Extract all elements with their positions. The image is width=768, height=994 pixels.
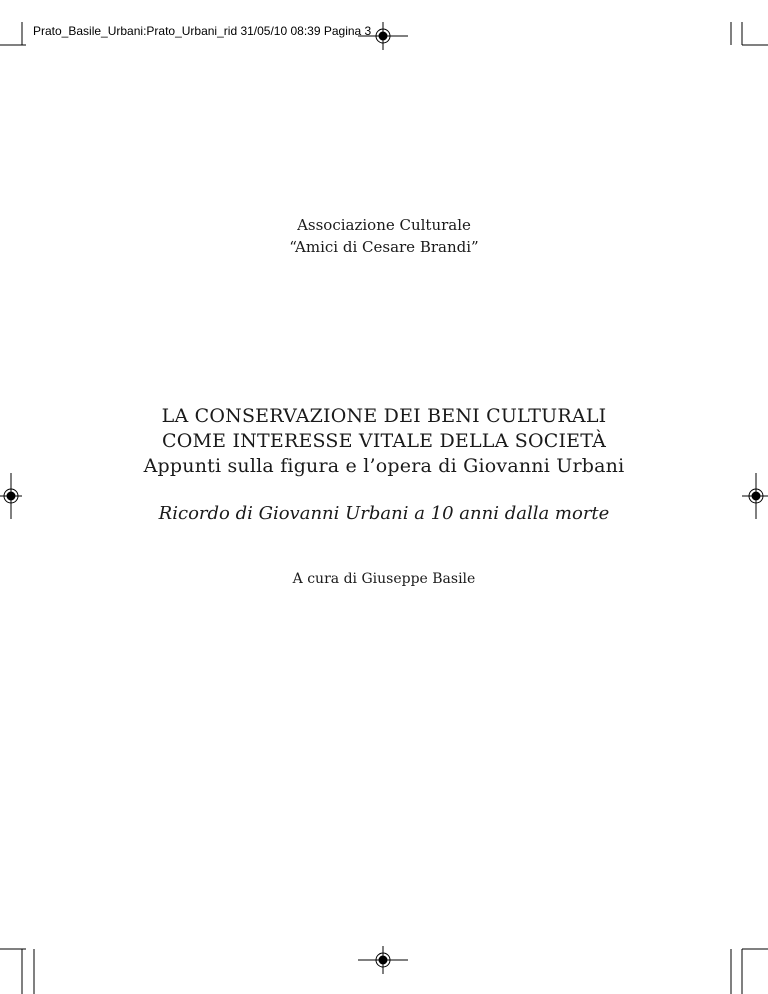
title-line-2: COME INTERESSE VITALE DELLA SOCIETÀ bbox=[162, 430, 606, 452]
book-title bbox=[0, 404, 768, 479]
print-slug: Prato_Basile_Urbani:Prato_Urbani_rid 31/05/10 08:39 Pagina 3 bbox=[33, 24, 372, 38]
title-subtitle: Appunti sulla figura e l’opera di Giovanni Urbani bbox=[143, 455, 625, 477]
registration-mark-icon bbox=[358, 22, 408, 50]
curator-credit: A cura di Giuseppe Basile bbox=[292, 571, 476, 587]
association-subname: “Amici di Cesare Brandi” bbox=[289, 238, 479, 256]
title-line-1: LA CONSERVAZIONE DEI BENI CULTURALI bbox=[161, 405, 607, 427]
crop-mark-icon bbox=[0, 949, 34, 994]
commemoration-line: Ricordo di Giovanni Urbani a 10 anni dalla morte bbox=[158, 503, 610, 524]
crop-mark-icon bbox=[731, 22, 768, 45]
crop-mark-icon bbox=[731, 949, 768, 994]
association-name: Associazione Culturale bbox=[297, 216, 471, 234]
association-heading bbox=[0, 214, 768, 258]
crop-mark-icon bbox=[0, 22, 26, 45]
registration-mark-icon bbox=[358, 946, 408, 974]
